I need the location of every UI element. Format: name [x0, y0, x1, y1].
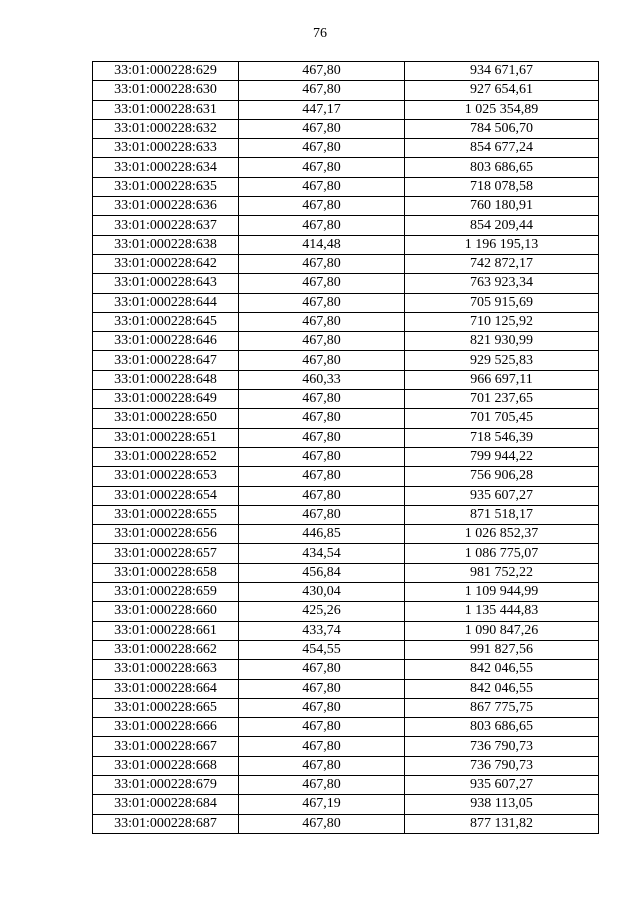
cadastral-number-cell: 33:01:000228:662 — [93, 640, 239, 659]
value-cell: 877 131,82 — [405, 814, 599, 833]
value-cell: 854 209,44 — [405, 216, 599, 235]
table-row — [93, 100, 599, 119]
value-cell: 929 525,83 — [405, 351, 599, 370]
table-row — [93, 62, 599, 81]
table-row — [93, 274, 599, 293]
cadastral-number-cell: 33:01:000228:679 — [93, 775, 239, 794]
table-row — [93, 814, 599, 833]
cadastral-number-cell: 33:01:000228:661 — [93, 621, 239, 640]
page-number: 76 — [313, 26, 327, 41]
cadastral-number-cell: 33:01:000228:632 — [93, 119, 239, 138]
area-cell: 467,80 — [239, 177, 405, 196]
area-cell: 447,17 — [239, 100, 405, 119]
cadastral-number-cell: 33:01:000228:633 — [93, 139, 239, 158]
area-cell: 467,80 — [239, 447, 405, 466]
cadastral-number-cell: 33:01:000228:630 — [93, 81, 239, 100]
area-cell: 434,54 — [239, 544, 405, 563]
table-row — [93, 679, 599, 698]
area-cell: 467,80 — [239, 158, 405, 177]
table-row — [93, 216, 599, 235]
table-row — [93, 158, 599, 177]
cadastral-number-cell: 33:01:000228:651 — [93, 428, 239, 447]
table-row — [93, 505, 599, 524]
cadastral-number-cell: 33:01:000228:658 — [93, 563, 239, 582]
table-row — [93, 756, 599, 775]
cadastral-number-cell: 33:01:000228:668 — [93, 756, 239, 775]
area-cell: 467,80 — [239, 119, 405, 138]
value-cell: 871 518,17 — [405, 505, 599, 524]
cadastral-number-cell: 33:01:000228:655 — [93, 505, 239, 524]
table-row — [93, 370, 599, 389]
table-row — [93, 698, 599, 717]
table-row — [93, 525, 599, 544]
cadastral-number-cell: 33:01:000228:629 — [93, 62, 239, 81]
value-cell: 867 775,75 — [405, 698, 599, 717]
area-cell: 467,80 — [239, 274, 405, 293]
area-cell: 467,80 — [239, 737, 405, 756]
value-cell: 842 046,55 — [405, 660, 599, 679]
cadastre-table-body — [93, 62, 599, 834]
value-cell: 854 677,24 — [405, 139, 599, 158]
value-cell: 1 135 444,83 — [405, 602, 599, 621]
table-row — [93, 409, 599, 428]
table-row — [93, 486, 599, 505]
cadastral-number-cell: 33:01:000228:664 — [93, 679, 239, 698]
table-row — [93, 312, 599, 331]
value-cell: 760 180,91 — [405, 197, 599, 216]
area-cell: 456,84 — [239, 563, 405, 582]
area-cell: 467,80 — [239, 332, 405, 351]
table-row — [93, 544, 599, 563]
area-cell: 467,80 — [239, 660, 405, 679]
value-cell: 842 046,55 — [405, 679, 599, 698]
area-cell: 433,74 — [239, 621, 405, 640]
table-row — [93, 177, 599, 196]
value-cell: 927 654,61 — [405, 81, 599, 100]
area-cell: 467,80 — [239, 756, 405, 775]
table-row — [93, 775, 599, 794]
area-cell: 467,80 — [239, 718, 405, 737]
cadastral-number-cell: 33:01:000228:638 — [93, 235, 239, 254]
value-cell: 934 671,67 — [405, 62, 599, 81]
cadastral-number-cell: 33:01:000228:687 — [93, 814, 239, 833]
table-row — [93, 718, 599, 737]
value-cell: 1 086 775,07 — [405, 544, 599, 563]
value-cell: 736 790,73 — [405, 737, 599, 756]
table-row — [93, 139, 599, 158]
table-row — [93, 583, 599, 602]
area-cell: 467,80 — [239, 775, 405, 794]
value-cell: 710 125,92 — [405, 312, 599, 331]
cadastral-number-cell: 33:01:000228:666 — [93, 718, 239, 737]
area-cell: 430,04 — [239, 583, 405, 602]
table-row — [93, 351, 599, 370]
value-cell: 799 944,22 — [405, 447, 599, 466]
table-row — [93, 563, 599, 582]
value-cell: 935 607,27 — [405, 775, 599, 794]
area-cell: 467,80 — [239, 293, 405, 312]
value-cell: 935 607,27 — [405, 486, 599, 505]
cadastral-number-cell: 33:01:000228:648 — [93, 370, 239, 389]
cadastre-table — [92, 61, 599, 834]
cadastral-number-cell: 33:01:000228:654 — [93, 486, 239, 505]
cadastral-number-cell: 33:01:000228:642 — [93, 254, 239, 273]
cadastral-number-cell: 33:01:000228:667 — [93, 737, 239, 756]
cadastral-number-cell: 33:01:000228:636 — [93, 197, 239, 216]
value-cell: 784 506,70 — [405, 119, 599, 138]
table-row — [93, 447, 599, 466]
table-row — [93, 254, 599, 273]
area-cell: 460,33 — [239, 370, 405, 389]
cadastral-number-cell: 33:01:000228:647 — [93, 351, 239, 370]
area-cell: 467,80 — [239, 351, 405, 370]
area-cell: 467,80 — [239, 505, 405, 524]
value-cell: 756 906,28 — [405, 467, 599, 486]
cadastral-number-cell: 33:01:000228:657 — [93, 544, 239, 563]
area-cell: 467,80 — [239, 139, 405, 158]
table-row — [93, 119, 599, 138]
value-cell: 991 827,56 — [405, 640, 599, 659]
area-cell: 467,80 — [239, 698, 405, 717]
value-cell: 938 113,05 — [405, 795, 599, 814]
area-cell: 467,80 — [239, 312, 405, 331]
table-row — [93, 332, 599, 351]
table-row — [93, 81, 599, 100]
value-cell: 701 237,65 — [405, 390, 599, 409]
area-cell: 467,80 — [239, 81, 405, 100]
area-cell: 446,85 — [239, 525, 405, 544]
cadastral-number-cell: 33:01:000228:635 — [93, 177, 239, 196]
value-cell: 705 915,69 — [405, 293, 599, 312]
table-row — [93, 197, 599, 216]
value-cell: 966 697,11 — [405, 370, 599, 389]
table-row — [93, 660, 599, 679]
value-cell: 981 752,22 — [405, 563, 599, 582]
table-row — [93, 795, 599, 814]
area-cell: 467,80 — [239, 428, 405, 447]
area-cell: 467,80 — [239, 197, 405, 216]
value-cell: 1 090 847,26 — [405, 621, 599, 640]
cadastral-number-cell: 33:01:000228:650 — [93, 409, 239, 428]
table-row — [93, 737, 599, 756]
area-cell: 467,80 — [239, 467, 405, 486]
cadastral-number-cell: 33:01:000228:637 — [93, 216, 239, 235]
cadastral-number-cell: 33:01:000228:644 — [93, 293, 239, 312]
cadastral-number-cell: 33:01:000228:634 — [93, 158, 239, 177]
value-cell: 701 705,45 — [405, 409, 599, 428]
table-row — [93, 390, 599, 409]
cadastral-number-cell: 33:01:000228:646 — [93, 332, 239, 351]
value-cell: 763 923,34 — [405, 274, 599, 293]
table-row — [93, 602, 599, 621]
cadastral-number-cell: 33:01:000228:653 — [93, 467, 239, 486]
area-cell: 454,55 — [239, 640, 405, 659]
value-cell: 1 109 944,99 — [405, 583, 599, 602]
table-row — [93, 621, 599, 640]
cadastral-number-cell: 33:01:000228:660 — [93, 602, 239, 621]
area-cell: 414,48 — [239, 235, 405, 254]
area-cell: 467,80 — [239, 216, 405, 235]
table-row — [93, 467, 599, 486]
value-cell: 1 026 852,37 — [405, 525, 599, 544]
value-cell: 1 196 195,13 — [405, 235, 599, 254]
value-cell: 718 546,39 — [405, 428, 599, 447]
value-cell: 803 686,65 — [405, 718, 599, 737]
area-cell: 467,80 — [239, 486, 405, 505]
table-row — [93, 428, 599, 447]
table-row — [93, 293, 599, 312]
cadastral-number-cell: 33:01:000228:663 — [93, 660, 239, 679]
cadastral-number-cell: 33:01:000228:684 — [93, 795, 239, 814]
cadastral-number-cell: 33:01:000228:643 — [93, 274, 239, 293]
area-cell: 425,26 — [239, 602, 405, 621]
area-cell: 467,80 — [239, 254, 405, 273]
area-cell: 467,80 — [239, 679, 405, 698]
value-cell: 803 686,65 — [405, 158, 599, 177]
value-cell: 1 025 354,89 — [405, 100, 599, 119]
table-row — [93, 640, 599, 659]
cadastral-number-cell: 33:01:000228:665 — [93, 698, 239, 717]
area-cell: 467,19 — [239, 795, 405, 814]
area-cell: 467,80 — [239, 409, 405, 428]
value-cell: 718 078,58 — [405, 177, 599, 196]
value-cell: 821 930,99 — [405, 332, 599, 351]
area-cell: 467,80 — [239, 814, 405, 833]
area-cell: 467,80 — [239, 62, 405, 81]
cadastral-number-cell: 33:01:000228:659 — [93, 583, 239, 602]
cadastral-number-cell: 33:01:000228:631 — [93, 100, 239, 119]
cadastral-number-cell: 33:01:000228:656 — [93, 525, 239, 544]
cadastral-number-cell: 33:01:000228:645 — [93, 312, 239, 331]
value-cell: 736 790,73 — [405, 756, 599, 775]
cadastral-number-cell: 33:01:000228:652 — [93, 447, 239, 466]
area-cell: 467,80 — [239, 390, 405, 409]
cadastral-number-cell: 33:01:000228:649 — [93, 390, 239, 409]
table-row — [93, 235, 599, 254]
value-cell: 742 872,17 — [405, 254, 599, 273]
